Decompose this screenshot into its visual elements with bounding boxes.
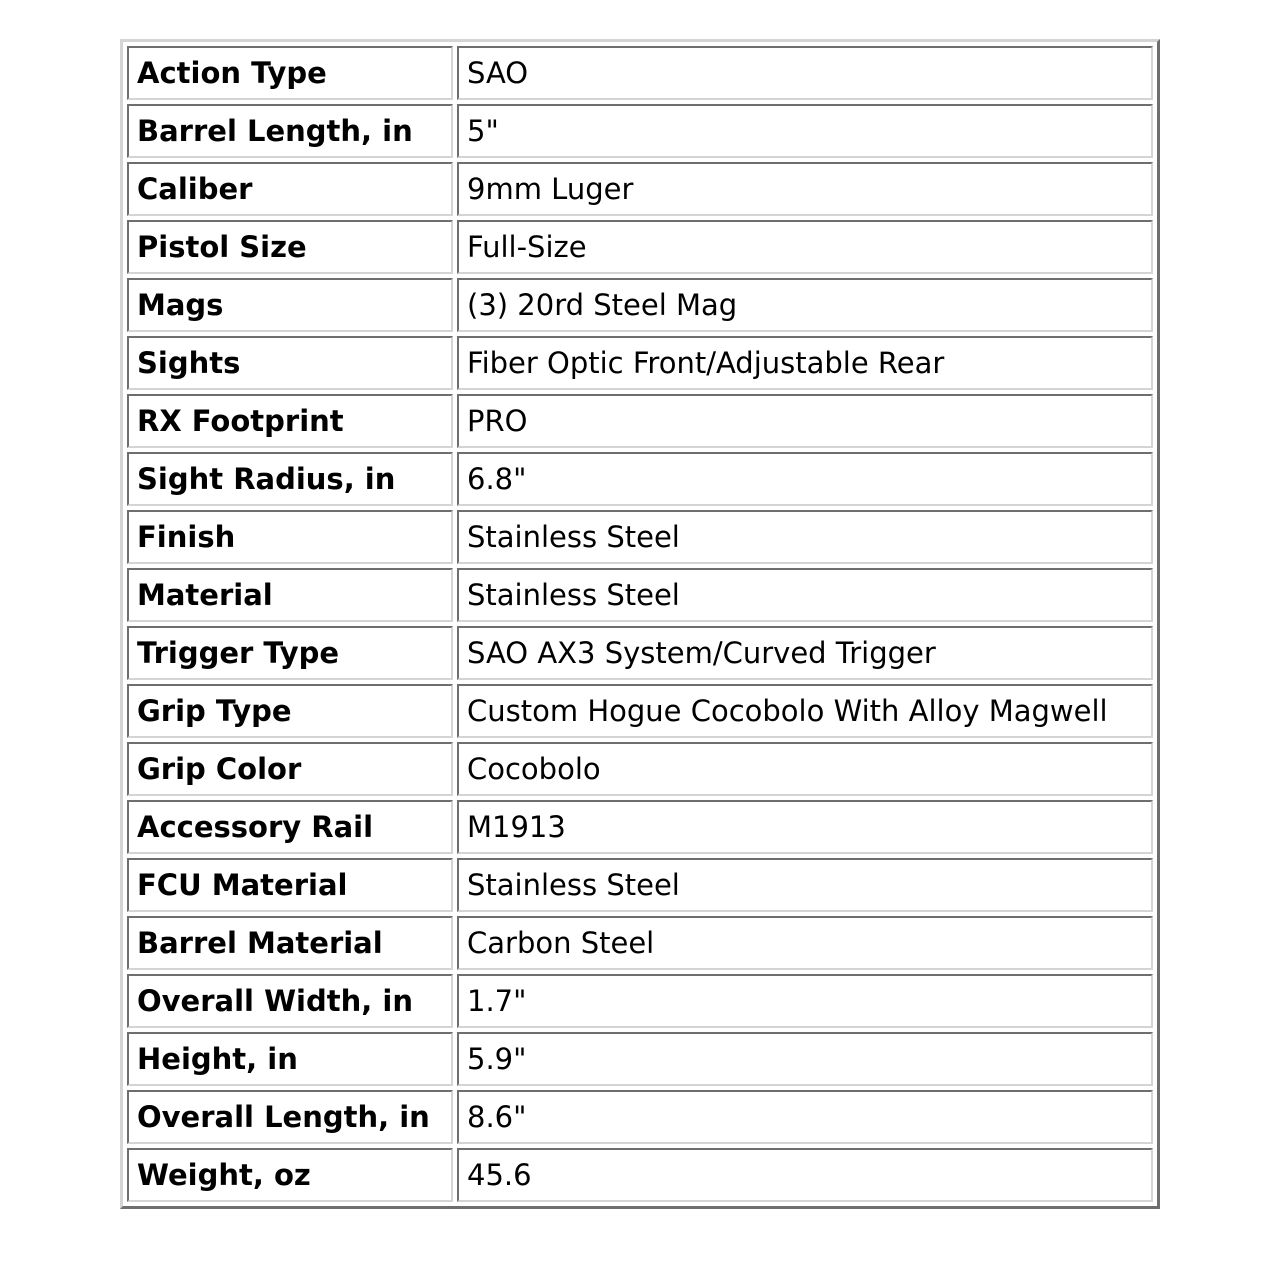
spec-value: Full-Size [457, 220, 1153, 274]
specifications-table [120, 39, 1160, 1209]
table-row [127, 684, 1153, 738]
spec-label: Sight Radius, in [127, 452, 453, 506]
spec-value: 5.9" [457, 1032, 1153, 1086]
spec-label: Trigger Type [127, 626, 453, 680]
spec-label: Overall Length, in [127, 1090, 453, 1144]
table-row [127, 1032, 1153, 1086]
spec-value: Carbon Steel [457, 916, 1153, 970]
table-row [127, 568, 1153, 622]
specifications-table-body [127, 46, 1153, 1202]
spec-label: Overall Width, in [127, 974, 453, 1028]
spec-value: SAO [457, 46, 1153, 100]
spec-value: 5" [457, 104, 1153, 158]
spec-value: Stainless Steel [457, 858, 1153, 912]
spec-label: Weight, oz [127, 1148, 453, 1202]
spec-label: Height, in [127, 1032, 453, 1086]
table-row [127, 452, 1153, 506]
spec-value: (3) 20rd Steel Mag [457, 278, 1153, 332]
table-row [127, 1090, 1153, 1144]
spec-label: Barrel Length, in [127, 104, 453, 158]
spec-value: 8.6" [457, 1090, 1153, 1144]
spec-label: FCU Material [127, 858, 453, 912]
spec-value: M1913 [457, 800, 1153, 854]
table-row [127, 336, 1153, 390]
table-row [127, 510, 1153, 564]
table-row [127, 742, 1153, 796]
spec-label: Accessory Rail [127, 800, 453, 854]
spec-label: Grip Color [127, 742, 453, 796]
spec-label: RX Footprint [127, 394, 453, 448]
table-row [127, 46, 1153, 100]
table-row [127, 858, 1153, 912]
table-row [127, 278, 1153, 332]
table-row [127, 104, 1153, 158]
spec-value: 9mm Luger [457, 162, 1153, 216]
spec-value: Stainless Steel [457, 510, 1153, 564]
spec-value: Stainless Steel [457, 568, 1153, 622]
table-row [127, 162, 1153, 216]
spec-value: SAO AX3 System/Curved Trigger [457, 626, 1153, 680]
table-row [127, 220, 1153, 274]
spec-label: Material [127, 568, 453, 622]
table-row [127, 626, 1153, 680]
spec-value: Fiber Optic Front/Adjustable Rear [457, 336, 1153, 390]
spec-value: Custom Hogue Cocobolo With Alloy Magwell [457, 684, 1153, 738]
spec-label: Action Type [127, 46, 453, 100]
spec-value: Cocobolo [457, 742, 1153, 796]
spec-label: Finish [127, 510, 453, 564]
spec-label: Mags [127, 278, 453, 332]
spec-label: Grip Type [127, 684, 453, 738]
spec-label: Pistol Size [127, 220, 453, 274]
table-row [127, 916, 1153, 970]
spec-value: 6.8" [457, 452, 1153, 506]
spec-value: 45.6 [457, 1148, 1153, 1202]
table-row [127, 974, 1153, 1028]
table-row [127, 1148, 1153, 1202]
table-row [127, 394, 1153, 448]
table-row [127, 800, 1153, 854]
spec-label: Caliber [127, 162, 453, 216]
spec-label: Barrel Material [127, 916, 453, 970]
spec-value: 1.7" [457, 974, 1153, 1028]
spec-value: PRO [457, 394, 1153, 448]
spec-label: Sights [127, 336, 453, 390]
